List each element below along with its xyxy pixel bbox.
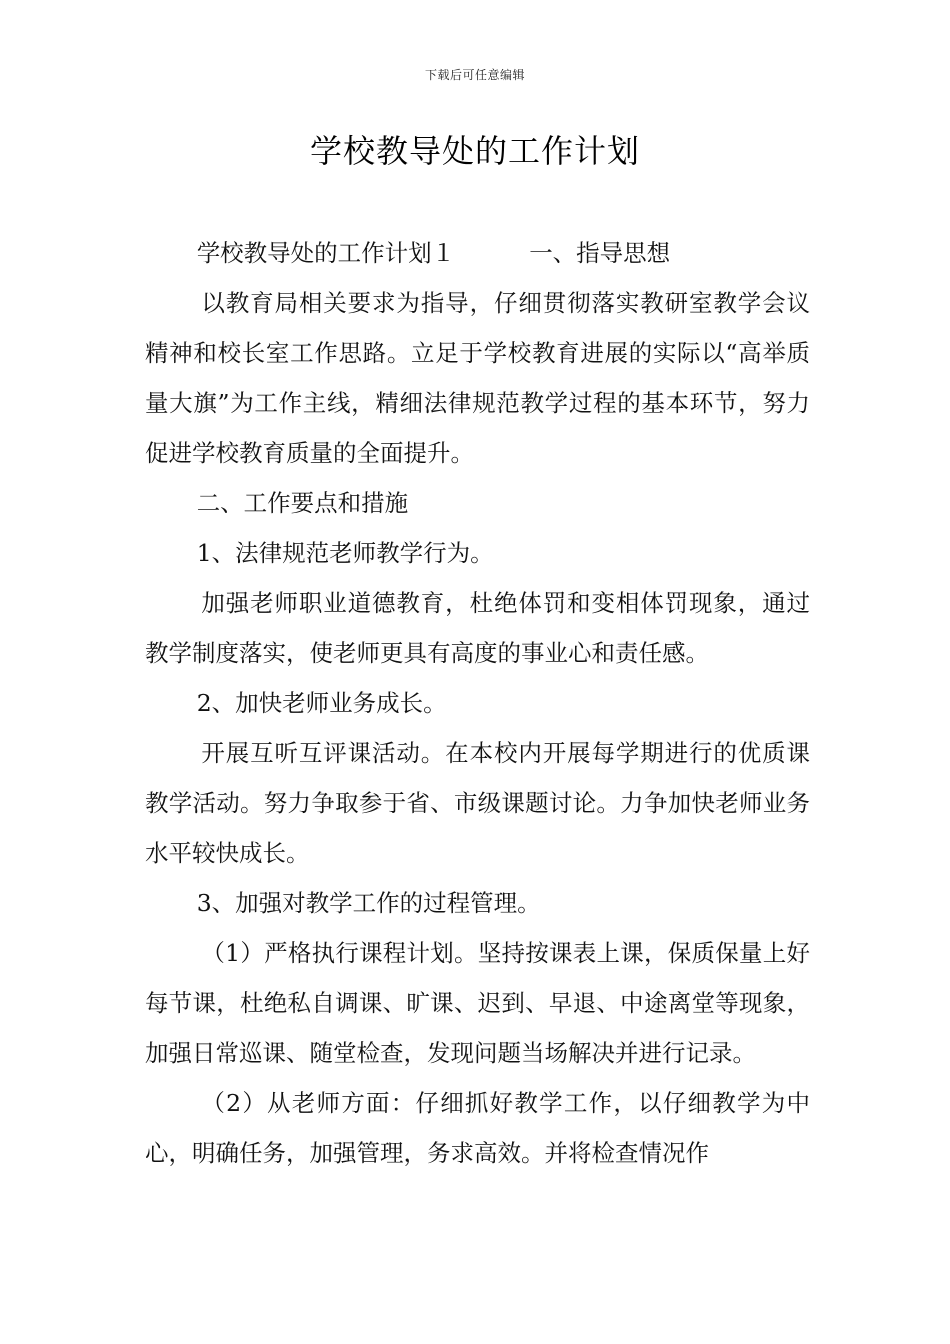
doc-label: 学校教导处的工作计划１ <box>196 239 456 267</box>
document-body <box>145 228 810 1178</box>
item-heading-3: 3、加强对教学工作的过程管理。 <box>196 889 541 917</box>
paragraph-item-2: 开展互听互评课活动。在本校内开展每学期进行的优质课教学活动。努力争取参于省、市级课题讨论。力争加快老师业务水平较快成长。 <box>145 739 810 867</box>
item-heading-2: 2、加快老师业务成长。 <box>196 689 447 717</box>
item-heading-1: 1、法律规范老师教学行为。 <box>196 539 494 567</box>
section-heading-guiding-ideology: 一、指导思想 <box>529 239 671 267</box>
section-heading-work-points: 二、工作要点和措施 <box>196 489 409 517</box>
header-note: 下载后可任意编辑 <box>424 68 525 82</box>
paragraph-item-3-2: （2）从老师方面：仔细抓好教学工作，以仔细教学为中心，明确任务，加强管理，务求高效。并将检查情况作 <box>145 1089 810 1167</box>
page-title: 学校教导处的工作计划 <box>309 132 640 170</box>
paragraph-item-3-1: （1）严格执行课程计划。坚持按课表上课，保质保量上好每节课，杜绝私自调课、旷课、迟到、早退、中途离堂等现象，加强日常巡课、随堂检查，发现问题当场解决并进行记录。 <box>145 939 810 1067</box>
paragraph-item-1: 加强老师职业道德教育，杜绝体罚和变相体罚现象，通过教学制度落实，使老师更具有高度的事业心和责任感。 <box>145 589 810 667</box>
intro-line <box>145 228 810 278</box>
paragraph-guiding-ideology: 以教育局相关要求为指导，仔细贯彻落实教研室教学会议精神和校长室工作思路。立足于学校教育进展的实际以“高举质量大旗”为工作主线，精细法律规范教学过程的基本环节，努力促进学校教育质量的全面提升。 <box>145 289 810 467</box>
